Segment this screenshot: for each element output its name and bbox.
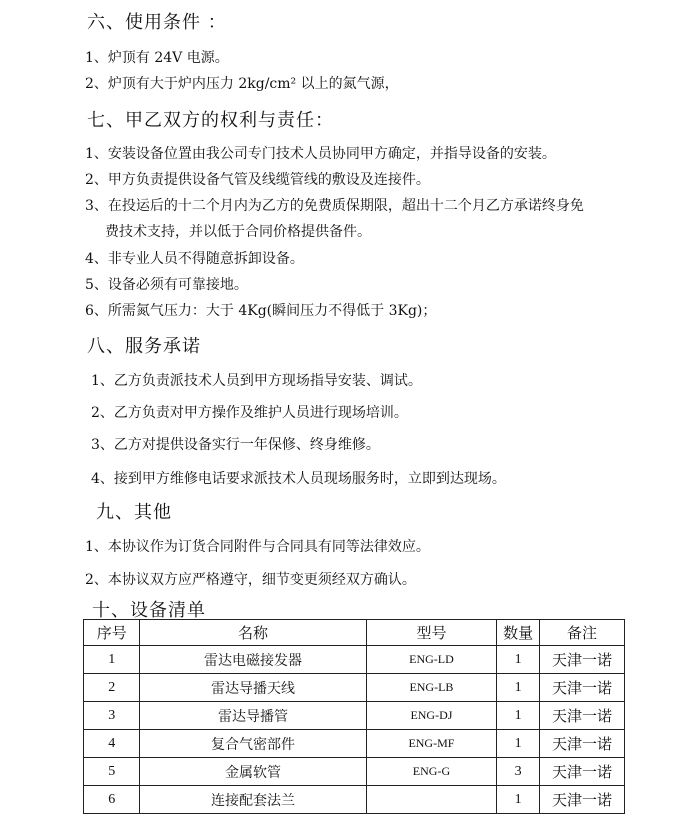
cell-note: 天津一诺 [539,786,624,814]
s7-item-3: 3、在投运后的十二个月内为乙方的免费质保期限，超出十二个月乙方承诺终身免 [85,198,584,214]
s8-item-4: 4、接到甲方维修电话要求派技术人员现场服务时，立即到达现场。 [91,471,506,487]
s6-item-1: 1、炉顶有 24V 电源。 [85,50,229,66]
cell-qty: 1 [497,786,540,814]
cell-name: 雷达导播管 [140,702,366,730]
col-header-index: 序号 [84,620,140,646]
table-header-row [84,620,625,646]
table-row [84,646,625,674]
table-row [84,702,625,730]
col-header-model: 型号 [366,620,497,646]
cell-qty: 1 [497,646,540,674]
cell-note: 天津一诺 [539,758,624,786]
cell-qty: 1 [497,730,540,758]
s8-item-3: 3、乙方对提供设备实行一年保修、终身维修。 [91,437,380,453]
s7-item-6: 6、所需氮气压力：大于 4Kg(瞬间压力不得低于 3Kg)； [85,303,437,319]
s7-item-1: 1、安装设备位置由我公司专门技术人员协同甲方确定，并指导设备的安装。 [85,146,556,162]
s7-item-5: 5、设备必须有可靠接地。 [85,277,248,293]
col-header-note: 备注 [539,620,624,646]
table-row [84,730,625,758]
s6-item-2: 2、炉顶有大于炉内压力 2kg/cm² 以上的氮气源， [85,76,399,92]
s9-item-2: 2、本协议双方应严格遵守，细节变更须经双方确认。 [85,572,416,588]
section-6-heading: 六、使用条件 ： [87,12,227,33]
equipment-table [83,619,625,814]
cell-name: 金属软管 [140,758,366,786]
cell-note: 天津一诺 [539,730,624,758]
cell-qty: 1 [497,674,540,702]
cell-note: 天津一诺 [539,702,624,730]
section-10-heading: 十、设备清单 [92,600,206,621]
cell-name: 复合气密部件 [140,730,366,758]
cell-model: ENG-G [366,758,497,786]
section-7-heading: 七、甲乙双方的权利与责任： [87,110,334,131]
cell-model: ENG-LD [366,646,497,674]
cell-name: 连接配套法兰 [140,786,366,814]
cell-qty: 3 [497,758,540,786]
cell-note: 天津一诺 [539,674,624,702]
cell-model: ENG-DJ [366,702,497,730]
cell-name: 雷达导播天线 [140,674,366,702]
cell-index: 4 [84,730,140,758]
cell-qty: 1 [497,702,540,730]
table-row [84,786,625,814]
s8-item-2: 2、乙方负责对甲方操作及维护人员进行现场培训。 [91,405,408,421]
section-8-heading: 八、服务承诺 [87,336,201,357]
cell-model [366,786,497,814]
cell-model: ENG-LB [366,674,497,702]
s7-item-4: 4、非专业人员不得随意拆卸设备。 [85,251,304,267]
cell-model: ENG-MF [366,730,497,758]
col-header-qty: 数量 [497,620,540,646]
cell-index: 5 [84,758,140,786]
s8-item-1: 1、乙方负责派技术人员到甲方现场指导安装、调试。 [91,373,422,389]
cell-index: 1 [84,646,140,674]
s7-item-3-cont: 费技术支持，并以低于合同价格提供备件。 [105,224,371,240]
cell-index: 6 [84,786,140,814]
table-row [84,758,625,786]
section-9-heading: 九、其他 [96,502,172,523]
s9-item-1: 1、本协议作为订货合同附件与合同具有同等法律效应。 [85,539,430,555]
cell-index: 3 [84,702,140,730]
cell-name: 雷达电磁接发器 [140,646,366,674]
cell-note: 天津一诺 [539,646,624,674]
col-header-name: 名称 [140,620,366,646]
s7-item-2: 2、甲方负责提供设备气管及线缆管线的敷设及连接件。 [85,172,430,188]
cell-index: 2 [84,674,140,702]
table-row [84,674,625,702]
